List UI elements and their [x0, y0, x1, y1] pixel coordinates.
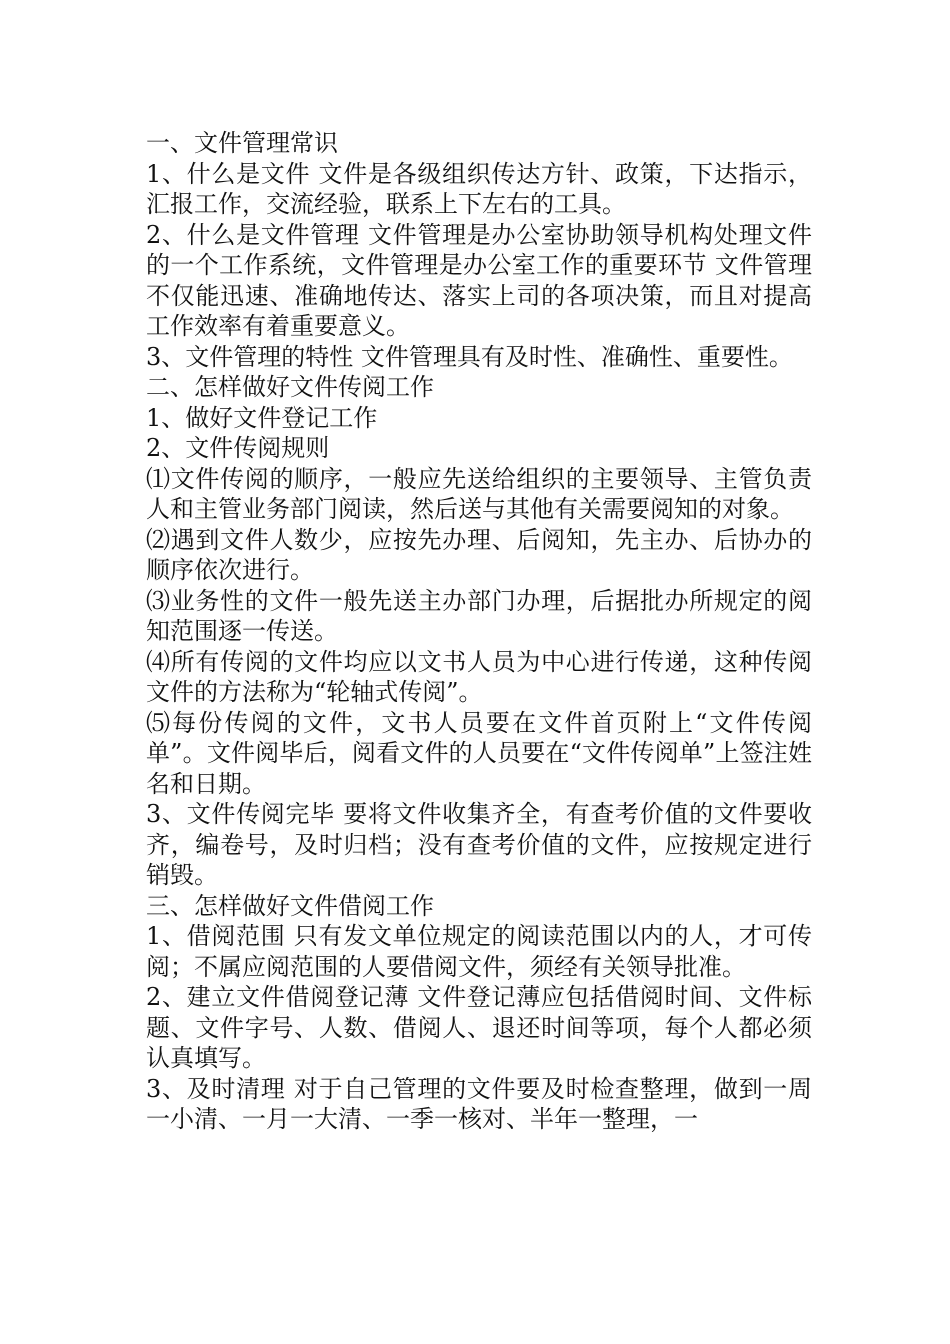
- section-heading-3: 三、怎样做好文件借阅工作: [146, 891, 434, 920]
- paragraph-circulation-rules: 2、文件传阅规则: [146, 434, 330, 462]
- paragraph-borrow-register: 2、建立文件借阅登记薄 文件登记薄应包括借阅时间、文件标题、文件字号、人数、借阅人、退还时间等项，每个人都必须认真填写。: [146, 983, 812, 1072]
- paragraph-registration: 1、做好文件登记工作: [146, 403, 378, 432]
- paragraph-circulation-complete: 3、文件传阅完毕 要将文件收集齐全，有查考价值的文件要收齐，编卷号，及时归档；没有查考价值的文件，应按规定进行销毁。: [146, 800, 812, 889]
- document-body: [146, 128, 812, 1135]
- rule-item-3: ⑶业务性的文件一般先送主办部门办理，后据批办所规定的阅知范围逐一传送。: [146, 586, 812, 645]
- rule-item-1: ⑴文件传阅的顺序，一般应先送给组织的主要领导、主管负责人和主管业务部门阅读，然后送与其他有关需要阅知的对象。: [146, 464, 812, 523]
- section-heading-2: 二、怎样做好文件传阅工作: [146, 373, 434, 401]
- paragraph-borrow-scope: 1、借阅范围 只有发文单位规定的阅读范围以内的人，才可传阅；不属应阅范围的人要借阅文件，须经有关领导批准。: [146, 922, 812, 981]
- section-heading-1: 一、文件管理常识: [146, 129, 338, 157]
- paragraph-timely-cleanup: 3、及时清理 对于自己管理的文件要及时检查整理，做到一周一小清、一月一大清、一季一核对、半年一整理，一: [146, 1074, 812, 1133]
- paragraph-what-is-document: 1、什么是文件 文件是各级组织传达方针、政策，下达指示，汇报工作，交流经验，联系上下左右的工具。: [146, 159, 812, 218]
- paragraph-what-is-document-management: 2、什么是文件管理 文件管理是办公室协助领导机构处理文件的一个工作系统，文件管理是办公室工作的重要环节 文件管理不仅能迅速、准确地传达、落实上司的各项决策，而且对提高工作效率有着重要意义。: [146, 220, 812, 340]
- rule-item-5: ⑸每份传阅的文件，文书人员要在文件首页附上“文件传阅单”。文件阅毕后，阅看文件的人员要在“文件传阅单”上签注姓名和日期。: [146, 708, 812, 798]
- rule-item-2: ⑵遇到文件人数少，应按先办理、后阅知，先主办、后协办的顺序依次进行。: [146, 525, 812, 584]
- rule-item-4: ⑷所有传阅的文件均应以文书人员为中心进行传递，这种传阅文件的方法称为“轮轴式传阅”。: [146, 647, 812, 706]
- paragraph-management-characteristics: 3、文件管理的特性 文件管理具有及时性、准确性、重要性。: [146, 342, 793, 371]
